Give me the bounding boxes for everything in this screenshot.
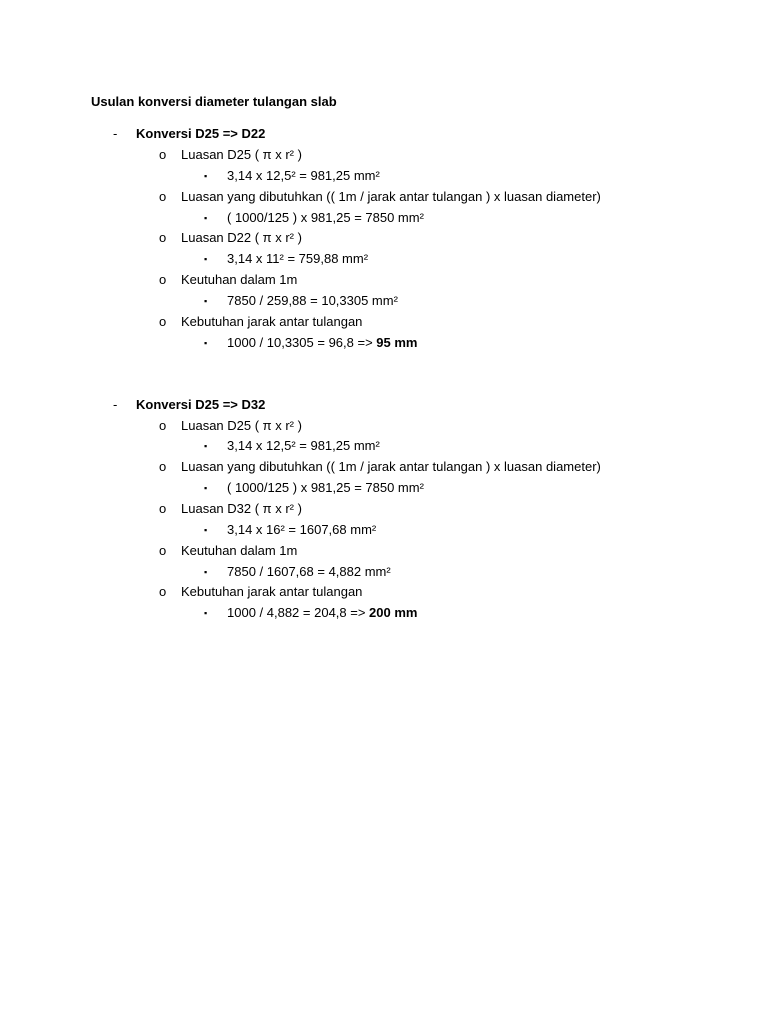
section-heading: Konversi D25 => D22 — [136, 126, 266, 141]
result-value: 200 mm — [369, 605, 418, 620]
item-sub: 3,14 x 12,5² = 981,25 mm² — [227, 438, 380, 453]
item-label: Keutuhan dalam 1m — [181, 272, 298, 287]
square-bullet: ▪ — [204, 441, 208, 451]
square-bullet: ▪ — [204, 296, 208, 306]
item-label: Keutuhan dalam 1m — [181, 543, 298, 558]
square-bullet: ▪ — [204, 567, 208, 577]
item-sub: 7850 / 259,88 = 10,3305 mm² — [227, 293, 398, 308]
item-sub: ( 1000/125 ) x 981,25 = 7850 mm² — [227, 480, 424, 495]
item-label: Luasan D32 ( π x r² ) — [181, 501, 302, 516]
item-sub: 7850 / 1607,68 = 4,882 mm² — [227, 564, 391, 579]
square-bullet: ▪ — [204, 213, 208, 223]
square-bullet: ▪ — [204, 171, 208, 181]
circle-bullet: o — [159, 459, 167, 474]
square-bullet: ▪ — [204, 525, 208, 535]
result-value: 95 mm — [376, 335, 418, 350]
circle-bullet: o — [159, 272, 167, 287]
item-sub: 3,14 x 11² = 759,88 mm² — [227, 251, 369, 266]
result-text: 1000 / 10,3305 = 96,8 => — [227, 335, 377, 350]
circle-bullet: o — [159, 189, 167, 204]
item-sub: ( 1000/125 ) x 981,25 = 7850 mm² — [227, 210, 424, 225]
item-label: Luasan D25 ( π x r² ) — [181, 147, 302, 162]
item-label: Luasan D25 ( π x r² ) — [181, 418, 302, 433]
item-label: Luasan D22 ( π x r² ) — [181, 230, 302, 245]
circle-bullet: o — [159, 584, 167, 599]
circle-bullet: o — [159, 147, 167, 162]
item-label: Luasan yang dibutuhkan (( 1m / jarak antar tulangan ) x luasan diameter) — [181, 189, 601, 204]
square-bullet: ▪ — [204, 483, 208, 493]
item-sub-result — [227, 335, 417, 351]
square-bullet: ▪ — [204, 254, 208, 264]
dash-bullet: - — [113, 126, 118, 141]
circle-bullet: o — [159, 501, 167, 516]
circle-bullet: o — [159, 314, 167, 329]
item-sub-result — [227, 605, 417, 621]
result-text: 1000 / 4,882 = 204,8 => — [227, 605, 370, 620]
circle-bullet: o — [159, 543, 167, 558]
circle-bullet: o — [159, 230, 167, 245]
section-heading: Konversi D25 => D32 — [136, 397, 266, 412]
document-title: Usulan konversi diameter tulangan slab — [91, 94, 337, 109]
item-sub: 3,14 x 12,5² = 981,25 mm² — [227, 168, 380, 183]
item-label: Kebutuhan jarak antar tulangan — [181, 584, 363, 599]
item-label: Luasan yang dibutuhkan (( 1m / jarak antar tulangan ) x luasan diameter) — [181, 459, 601, 474]
item-sub: 3,14 x 16² = 1607,68 mm² — [227, 522, 377, 537]
item-label: Kebutuhan jarak antar tulangan — [181, 314, 363, 329]
square-bullet: ▪ — [204, 608, 208, 618]
circle-bullet: o — [159, 418, 167, 433]
square-bullet: ▪ — [204, 338, 208, 348]
dash-bullet: - — [113, 397, 118, 412]
